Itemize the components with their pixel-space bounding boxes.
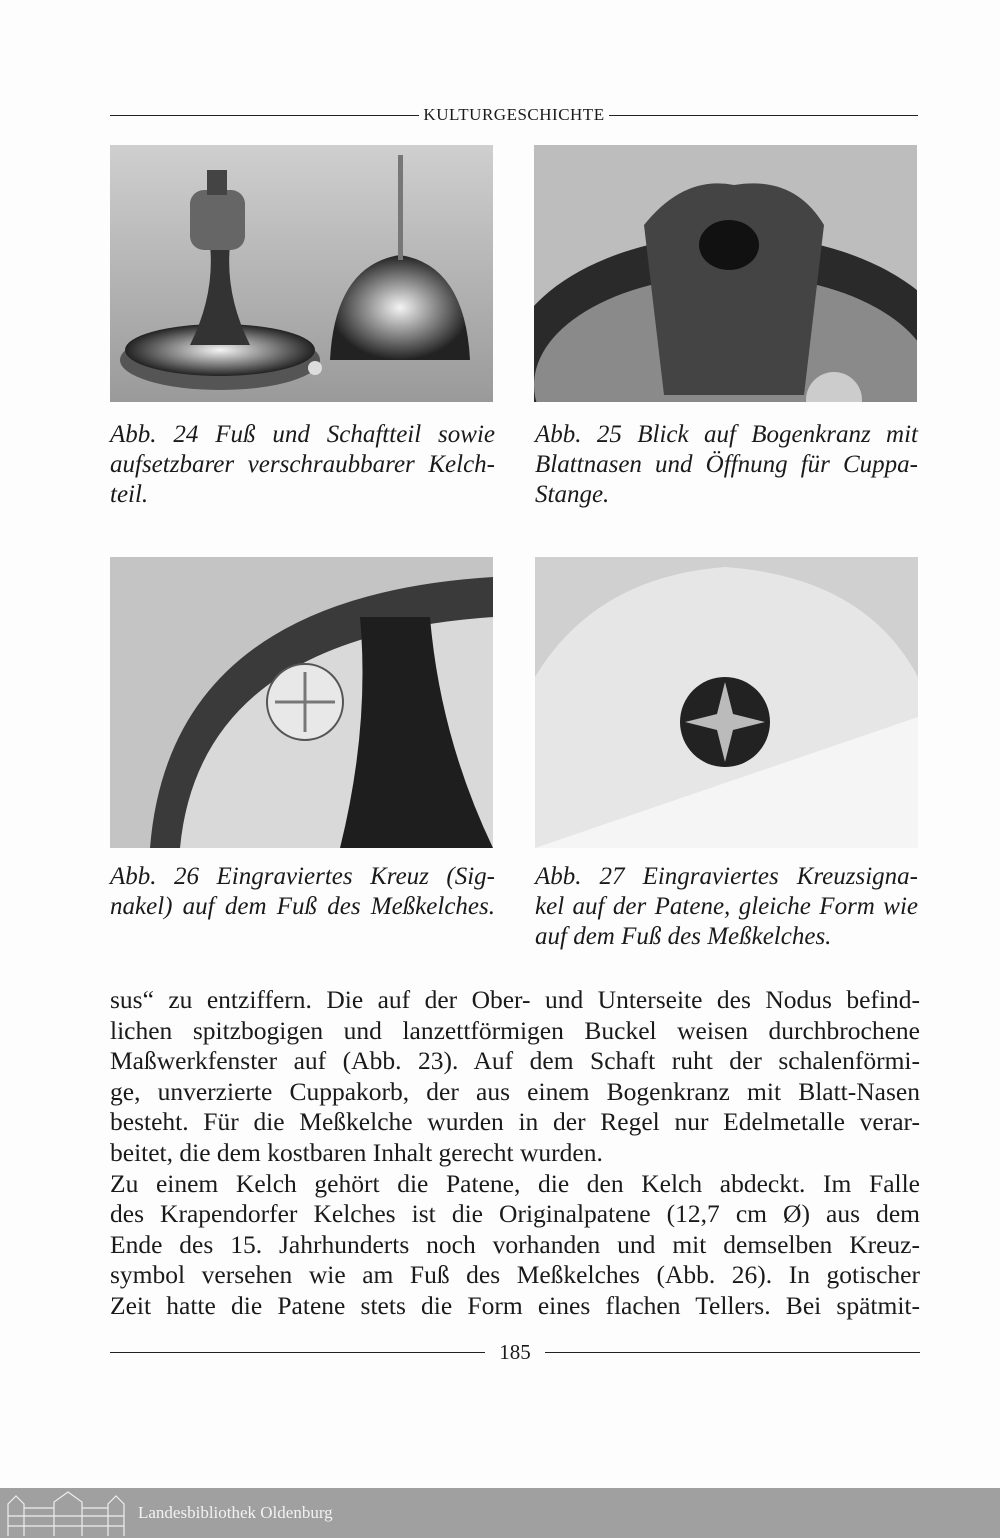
running-header [110,104,918,126]
caption-line: Abb. 26 Eingraviertes Kreuz (Sig- [110,863,495,890]
header-rule-left [110,115,419,116]
caption-line: aufsetzbarer verschraubbarer Kelch- [110,451,495,478]
body-line: beitet, die dem kostbaren Inhalt gerecht wurden. [110,1137,603,1167]
body-line: Zeit hatte die Patene stets die Form eines flachen Tellers. Bei spätmit- [110,1290,920,1320]
caption-line: teil. [110,481,149,508]
footer-rule-left [110,1352,485,1353]
body-line: sus“ zu entziffern. Die auf der Ober- und Unterseite des Nodus befind- [110,985,920,1014]
photo-fig-27-engraved-cross-paten [535,557,918,848]
body-line: Maßwerkfenster auf (Abb. 23). Auf dem Schaft ruht der schalenförmi- [110,1046,920,1076]
photo-fig-24-chalice-foot-and-cup [110,145,493,402]
body-line: des Krapendorfer Kelches ist die Originalpatene (12,7 cm Ø) aus dem [110,1199,920,1229]
photo-fig-26-engraved-cross-foot [110,557,493,848]
caption-line: Abb. 25 Blick auf Bogenkranz mit [535,421,918,448]
caption-line: auf dem Fuß des Meßkelches. [535,923,832,950]
caption-line: Blattnasen und Öffnung für Cuppa- [535,451,918,478]
footer-rule-right [545,1352,920,1353]
body-text [110,985,920,1322]
page-number: 185 [499,1340,531,1364]
page-number-row [110,1340,920,1365]
body-line: lichen spitzbogigen und lanzettförmigen Buckel weisen durchbrochene [110,1015,920,1045]
body-line: Ende des 15. Jahrhunderts noch vorhanden und mit demselben Kreuz- [110,1229,920,1259]
caption-line: Stange. [535,481,610,508]
library-name: Landesbibliothek Oldenburg [138,1503,333,1522]
caption-fig-24 [110,420,495,510]
library-building-logo-icon [6,1490,128,1536]
caption-fig-26 [110,862,495,922]
body-line: Zu einem Kelch gehört die Patene, die den Kelch abdeckt. Im Falle [110,1168,920,1198]
library-footer-bar [0,1488,1000,1538]
body-line: besteht. Für die Meßkelche wurden in der Regel nur Edelmetalle verar- [110,1107,920,1137]
header-title: KULTURGESCHICHTE [423,105,605,124]
caption-line: Abb. 27 Eingraviertes Kreuzsigna- [535,863,918,890]
body-line: symbol versehen wie am Fuß des Meßkelches (Abb. 26). In gotischer [110,1260,920,1290]
caption-fig-27 [535,862,918,952]
caption-line: kel auf der Patene, gleiche Form wie [535,893,918,920]
caption-line: Abb. 24 Fuß und Schaftteil sowie [110,421,495,448]
header-rule-right [609,115,918,116]
body-line: ge, unverzierte Cuppakorb, der aus einem Bogenkranz mit Blatt-Nasen [110,1076,920,1106]
photo-fig-25-arch-crown [534,145,917,402]
caption-fig-25 [535,420,918,510]
caption-line: nakel) auf dem Fuß des Meßkelches. [110,893,495,920]
